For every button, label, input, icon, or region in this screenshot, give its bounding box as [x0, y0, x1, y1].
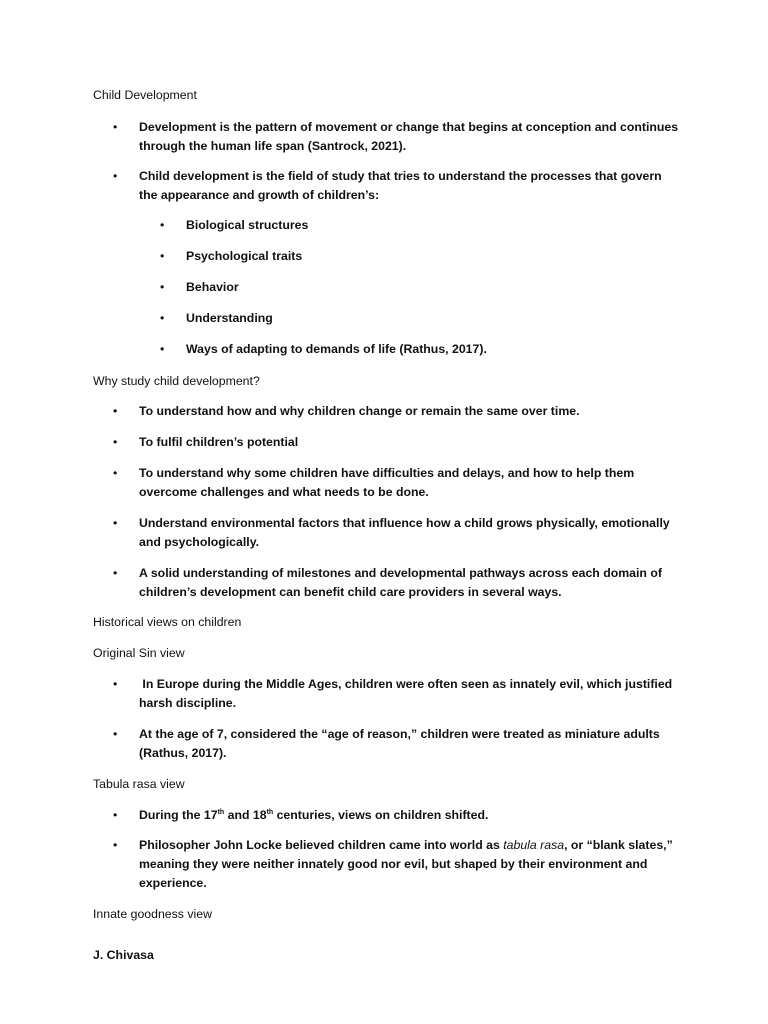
list-item [113, 725, 683, 763]
text-run: , or “blank slates,” meaning they were neither innately good nor evil, but shaped by their environment and experience. [139, 838, 673, 890]
list-item [113, 118, 683, 156]
author-name: J. Chivasa [93, 948, 154, 962]
list-item-text: At the age of 7, considered the “age of reason,” children were treated as miniature adults (Rathus, 2017). [139, 727, 660, 760]
bullet: • [113, 466, 118, 480]
sub-list-item [160, 247, 680, 266]
sub-list-item-text: Biological structures [186, 218, 309, 232]
list-item [113, 402, 683, 421]
superscript: th [217, 808, 225, 816]
sub-list-item-text: Ways of adapting to demands of life (Rathus, 2017). [186, 342, 487, 356]
sub-list-item [160, 278, 680, 297]
bullet: • [113, 566, 118, 580]
sub-list-item [160, 340, 680, 359]
bullet: • [113, 169, 118, 183]
list-item-text: In Europe during the Middle Ages, children were often seen as innately evil, which justified harsh discipline. [139, 677, 676, 710]
section-heading: Original Sin view [93, 646, 185, 660]
list-item [113, 433, 683, 452]
list-item-text: To understand why some children have difficulties and delays, and how to help them overcome challenges and what needs to be done. [139, 466, 635, 499]
superscript: th [266, 808, 274, 816]
section-heading: Why study child development? [93, 374, 260, 388]
sub-list-item-text: Understanding [186, 311, 273, 325]
list-item [113, 564, 683, 602]
list-item-text [139, 836, 683, 893]
list-item-text: Understand environmental factors that influence how a child grows physically, emotionally and psychologically. [139, 516, 670, 549]
bullet: • [113, 808, 118, 822]
bullet: • [113, 516, 118, 530]
bullet: • [113, 120, 118, 134]
list-item-text: A solid understanding of milestones and developmental pathways across each domain of children’s development can benefit child care providers in several ways. [139, 566, 662, 599]
list-item [113, 675, 683, 713]
list-item [113, 514, 683, 552]
section-heading: Innate goodness view [93, 907, 212, 921]
bullet: • [113, 677, 118, 691]
document-title: Child Development [93, 88, 197, 102]
sub-list-item-text: Behavior [186, 280, 239, 294]
section-heading: Historical views on children [93, 615, 242, 629]
text-run: centuries, views on children shifted. [273, 808, 489, 822]
sub-list-item [160, 309, 680, 328]
bullet: • [160, 342, 165, 356]
text-run: During the 17 [139, 808, 218, 822]
bullet: • [160, 311, 165, 325]
italic-term: tabula rasa [503, 838, 565, 852]
list-item-text [139, 806, 683, 825]
bullet: • [113, 435, 118, 449]
bullet: • [113, 727, 118, 741]
list-item-text: To understand how and why children change or remain the same over time. [139, 404, 580, 418]
list-item [113, 836, 683, 893]
text-run: Philosopher John Locke believed children came into world as [139, 838, 504, 852]
list-item-text: Development is the pattern of movement or change that begins at conception and continues through the human life span (Santrock, 2021). [139, 120, 679, 153]
bullet: • [160, 280, 165, 294]
sub-list-item [160, 216, 680, 235]
list-item-text: Child development is the field of study that tries to understand the processes that govern the appearance and growth of children’s: [139, 169, 662, 202]
list-item [113, 464, 683, 502]
bullet: • [113, 838, 118, 852]
section-heading: Tabula rasa view [93, 777, 185, 791]
list-item [113, 167, 683, 205]
bullet: • [113, 404, 118, 418]
list-item-text: To fulfil children’s potential [139, 435, 299, 449]
bullet: • [160, 218, 165, 232]
list-item [113, 806, 683, 825]
sub-list-item-text: Psychological traits [186, 249, 303, 263]
bullet: • [160, 249, 165, 263]
text-run: and 18 [224, 808, 267, 822]
